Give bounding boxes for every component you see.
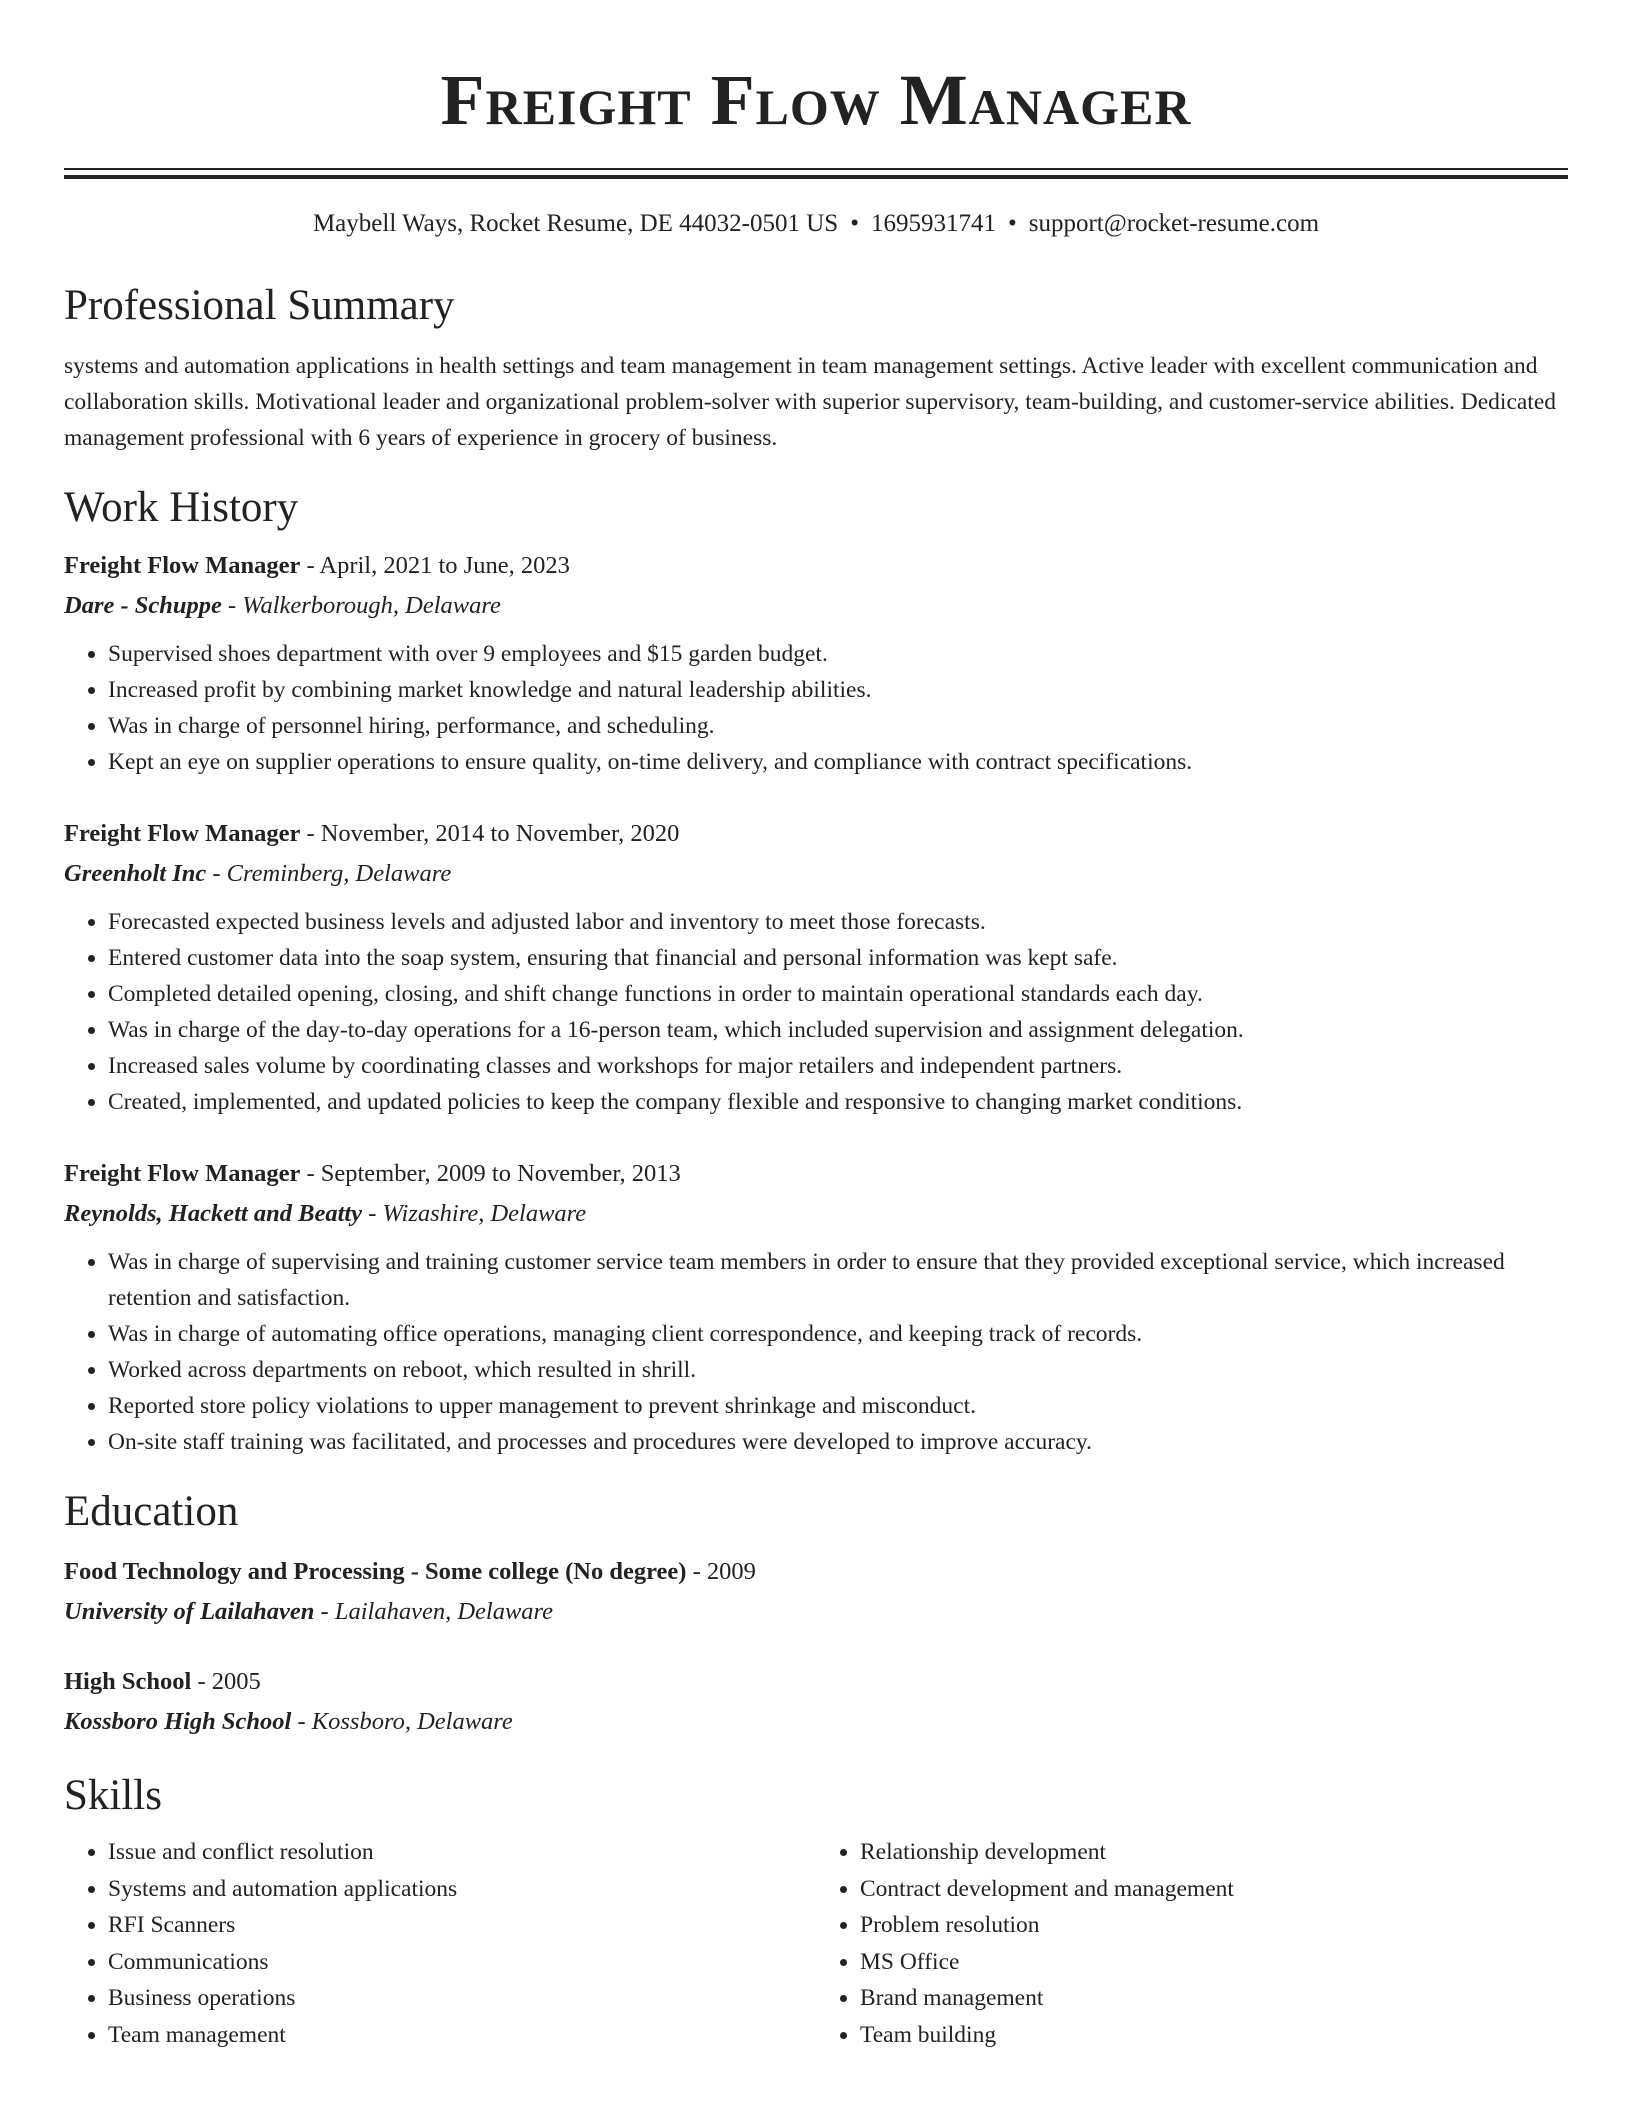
job-bullets (64, 904, 1568, 1120)
list-item: • Was in charge of personnel hiring, performance, and scheduling. (108, 708, 1568, 744)
contact-address: Maybell Ways, Rocket Resume, DE 44032-0501 US (312, 210, 839, 237)
job-title: Freight Flow Manager (64, 552, 301, 579)
skills-right-column (816, 1834, 1568, 2053)
education-school-line (64, 1702, 1568, 1742)
education-location: - Kossboro, Delaware (291, 1708, 513, 1735)
resume-title: Freight Flow Manager (440, 60, 1192, 140)
job-entry-2 (64, 814, 1568, 1120)
education-school: University of Lailahaven (64, 1598, 315, 1625)
job-entry-3 (64, 1154, 1568, 1460)
contact-phone: 1695931741 (870, 210, 996, 237)
work-history-heading: Work History (64, 484, 299, 531)
job-bullets (64, 1244, 1568, 1460)
job-location: - Walkerborough, Delaware (221, 592, 501, 619)
list-item: • Forecasted expected business levels and adjusted labor and inventory to meet those forecasts. (108, 904, 1568, 940)
job-company-line (64, 1194, 1568, 1234)
job-title-line (64, 814, 1568, 854)
list-item: • Communications (108, 1944, 816, 1981)
contact-separator: • (850, 210, 859, 237)
job-company: Greenholt Inc (64, 860, 207, 887)
job-title: Freight Flow Manager (64, 820, 301, 847)
list-item: • Team building (860, 2017, 1568, 2054)
job-title: Freight Flow Manager (64, 1160, 301, 1187)
contact-email: support@rocket-resume.com (1028, 210, 1320, 237)
job-bullets (64, 636, 1568, 780)
contact-line (64, 208, 1568, 240)
list-item: • Supervised shoes department with over 9 employees and $15 garden budget. (108, 636, 1568, 672)
education-location: - Lailahaven, Delaware (314, 1598, 554, 1625)
list-item: • Increased profit by combining market knowledge and natural leadership abilities. (108, 672, 1568, 708)
education-degree: High School (64, 1668, 192, 1695)
job-company: Reynolds, Hackett and Beatty (64, 1200, 363, 1227)
list-item: • Team management (108, 2017, 816, 2054)
job-title-line (64, 546, 1568, 586)
job-company-line (64, 854, 1568, 894)
list-item: • Reported store policy violations to upper management to prevent shrinkage and misconduct. (108, 1388, 1568, 1424)
list-item: • RFI Scanners (108, 1907, 816, 1944)
job-location: - Wizashire, Delaware (362, 1200, 587, 1227)
contact-separator: • (1007, 210, 1017, 237)
list-item: • Brand management (860, 1980, 1568, 2017)
list-item: • Kept an eye on supplier operations to ensure quality, on-time delivery, and compliance with contract specifications. (108, 744, 1568, 780)
job-dates: - November, 2014 to November, 2020 (300, 820, 680, 847)
education-degree-line (64, 1552, 1568, 1592)
job-company-line (64, 586, 1568, 626)
list-item: • Increased sales volume by coordinating classes and workshops for major retailers and independent partners. (108, 1048, 1568, 1084)
list-item: • Contract development and management (860, 1871, 1568, 1908)
list-item: • Entered customer data into the soap system, ensuring that financial and personal information was kept safe. (108, 940, 1568, 976)
education-heading: Education (64, 1488, 239, 1535)
skills-heading: Skills (64, 1772, 162, 1819)
list-item: • Systems and automation applications (108, 1871, 816, 1908)
education-degree: Food Technology and Processing - Some college (No degree) (64, 1558, 687, 1585)
list-item: • MS Office (860, 1944, 1568, 1981)
list-item: • Created, implemented, and updated policies to keep the company flexible and responsive to changing market conditions. (108, 1084, 1568, 1120)
list-item: • Was in charge of automating office operations, managing client correspondence, and keeping track of records. (108, 1316, 1568, 1352)
skills-columns (64, 1834, 1568, 2053)
list-item: • Problem resolution (860, 1907, 1568, 1944)
list-item: • Was in charge of supervising and training customer service team members in order to ensure that they provided exceptional service, which increased retention and satisfaction. (108, 1244, 1568, 1316)
list-item: • Relationship development (860, 1834, 1568, 1871)
job-dates: - September, 2009 to November, 2013 (300, 1160, 681, 1187)
summary-heading: Professional Summary (64, 282, 455, 329)
job-dates: - April, 2021 to June, 2023 (300, 552, 570, 579)
education-school: Kossboro High School (64, 1708, 292, 1735)
title-double-rule (64, 168, 1568, 180)
job-title-line (64, 1154, 1568, 1194)
list-item: • Issue and conflict resolution (108, 1834, 816, 1871)
summary-text: systems and automation applications in health settings and team management in team management settings. Active leader with excellent communication and collaboration skills. Motivational leader and organizational problem-solver with superior supervisory, team-building, and customer-service abilities. Dedicated management professional with 6 years of experience in grocery of business. (64, 353, 1557, 451)
job-location: - Creminberg, Delaware (206, 860, 452, 887)
list-item: • Worked across departments on reboot, which resulted in shrill. (108, 1352, 1568, 1388)
list-item: • Completed detailed opening, closing, and shift change functions in order to maintain operational standards each day. (108, 976, 1568, 1012)
education-school-line (64, 1592, 1568, 1632)
skills-left-column (64, 1834, 816, 2053)
thin-rule (64, 168, 1568, 170)
thick-rule (64, 175, 1568, 179)
education-entry-2 (64, 1662, 1568, 1742)
list-item: • Was in charge of the day-to-day operations for a 16-person team, which included supervision and assignment delegation. (108, 1012, 1568, 1048)
education-degree-line (64, 1662, 1568, 1702)
education-entry-1 (64, 1552, 1568, 1632)
education-year: - 2005 (191, 1668, 261, 1695)
job-entry-1 (64, 546, 1568, 780)
list-item: • On-site staff training was facilitated, and processes and procedures were developed to improve accuracy. (108, 1424, 1568, 1460)
list-item: • Business operations (108, 1980, 816, 2017)
education-year: - 2009 (686, 1558, 756, 1585)
job-company: Dare - Schuppe (64, 592, 222, 619)
